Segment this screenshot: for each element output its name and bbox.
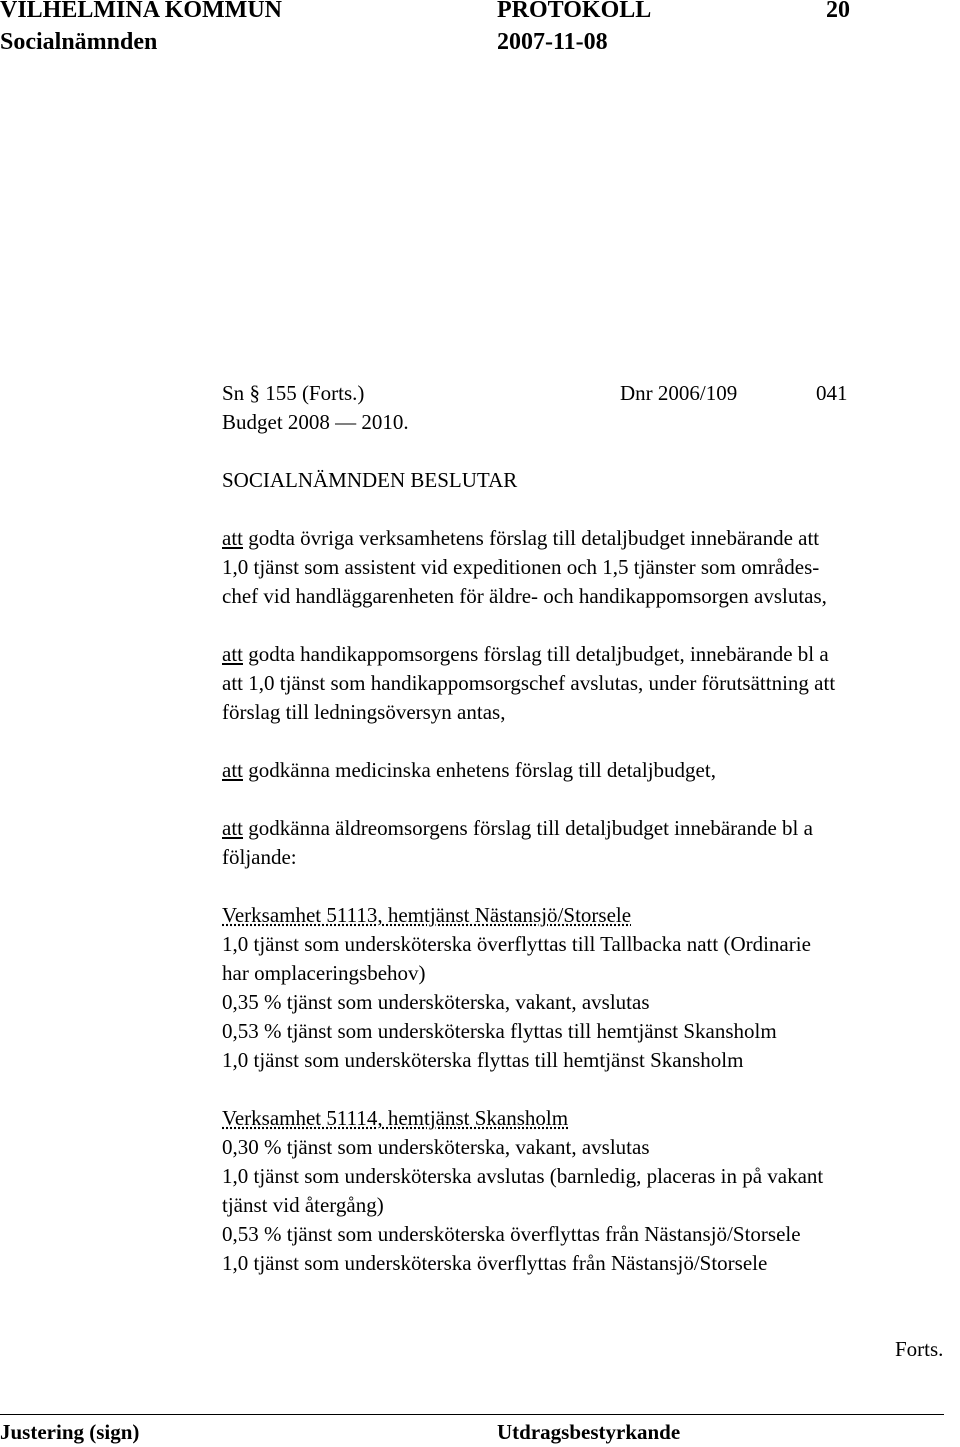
unit-heading: Verksamhet 51114, hemtjänst Skansholm <box>222 1106 569 1130</box>
decision-3 <box>222 756 960 785</box>
footer-divider <box>0 1414 944 1415</box>
att-keyword: att <box>222 526 243 550</box>
header-committee: Socialnämnden <box>0 29 158 55</box>
decision-line: att godkänna medicinska enhetens förslag till detaljbudget, <box>222 758 716 782</box>
unit-heading: Verksamhet 51113, hemtjänst Nästansjö/Storsele <box>222 903 632 927</box>
decision-4 <box>222 814 960 872</box>
footer-justering: Justering (sign) <box>0 1420 140 1444</box>
att-keyword: att <box>222 642 243 666</box>
dnr: Dnr 2006/109 <box>620 381 738 405</box>
section-symbol: § <box>249 381 260 405</box>
decision-line: att godta övriga verksamhetens förslag till detaljbudget innebärande att <box>222 526 820 550</box>
unit-51114 <box>222 1104 960 1278</box>
decision-line: förslag till ledningsöversyn antas, <box>222 700 506 724</box>
unit-line: 0,35 % tjänst som undersköterska, vakant, avslutas <box>222 990 650 1014</box>
decision-line: att 1,0 tjänst som handikappomsorgschef avslutas, under förutsättning att <box>222 671 836 695</box>
att-keyword: att <box>222 758 243 782</box>
decision-line: att godkänna äldreomsorgens förslag till detaljbudget innebärande bl a <box>222 816 813 840</box>
decision-2 <box>222 640 960 727</box>
unit-line: 1,0 tjänst som undersköterska avslutas (barnledig, placeras in på vakant <box>222 1164 824 1188</box>
section-prefix: Sn <box>222 381 245 405</box>
unit-line: har omplaceringsbehov) <box>222 961 426 985</box>
att-keyword: att <box>222 816 243 840</box>
case-heading <box>222 379 960 437</box>
unit-line: 1,0 tjänst som undersköterska överflyttas till Tallbacka natt (Ordinarie <box>222 932 811 956</box>
unit-51113 <box>222 901 960 1075</box>
unit-line: 0,30 % tjänst som undersköterska, vakant, avslutas <box>222 1135 650 1159</box>
decision-line: följande: <box>222 845 297 869</box>
unit-line: tjänst vid återgång) <box>222 1193 384 1217</box>
section-number: 155 (Forts.) <box>265 381 365 405</box>
dnr-code: 041 <box>816 381 848 405</box>
header-page-number: 20 <box>826 0 850 23</box>
decision-1 <box>222 524 960 611</box>
unit-line: 0,53 % tjänst som undersköterska flyttas till hemtjänst Skansholm <box>222 1019 777 1043</box>
decision-line: chef vid handläggarenheten för äldre- och handikappomsorgen avslutas, <box>222 584 827 608</box>
header-doc-type: PROTOKOLL <box>497 0 652 23</box>
unit-line: 0,53 % tjänst som undersköterska överflyttas från Nästansjö/Storsele <box>222 1222 801 1246</box>
decision-line: att godta handikappomsorgens förslag till detaljbudget, innebärande bl a <box>222 642 829 666</box>
decision-heading: SOCIALNÄMNDEN BESLUTAR <box>222 468 518 492</box>
case-subject: Budget 2008 — 2010. <box>222 410 409 434</box>
footer-utdragsbestyrkande: Utdragsbestyrkande <box>497 1420 681 1444</box>
header-org: VILHELMINA KOMMUN <box>0 0 282 23</box>
decision-line: 1,0 tjänst som assistent vid expeditionen och 1,5 tjänster som områdes- <box>222 555 820 579</box>
header-date: 2007-11-08 <box>497 29 608 55</box>
continued-marker: Forts. <box>895 1337 944 1361</box>
unit-line: 1,0 tjänst som undersköterska överflyttas från Nästansjö/Storsele <box>222 1251 768 1275</box>
unit-line: 1,0 tjänst som undersköterska flyttas till hemtjänst Skansholm <box>222 1048 744 1072</box>
case-line <box>222 379 960 408</box>
